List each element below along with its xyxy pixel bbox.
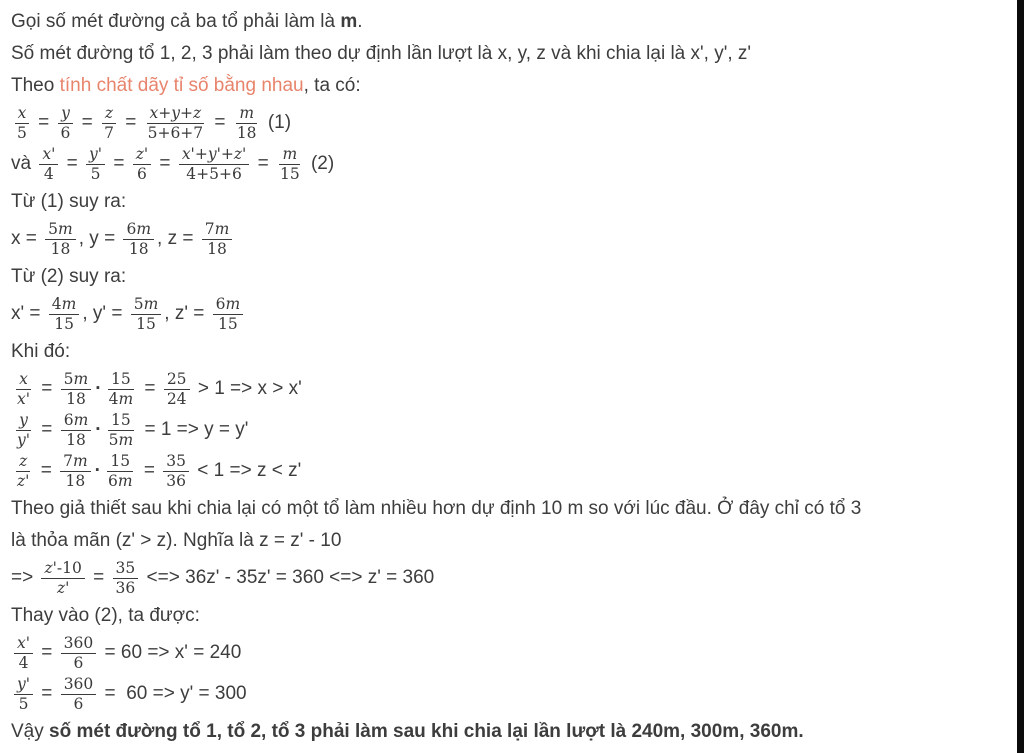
text-line (11, 7, 990, 36)
math-symbol: 5 (48, 219, 59, 238)
math-line (11, 103, 990, 143)
math-text: => (11, 567, 39, 588)
text-line (11, 601, 990, 630)
fraction-denominator (48, 240, 74, 258)
math-text: = (61, 153, 84, 174)
math-text: = (209, 112, 231, 133)
math-text: , z' = (164, 303, 210, 324)
fraction-numerator (39, 146, 58, 166)
math-symbol: 5 (17, 124, 27, 142)
multiplication-dot: · (95, 419, 102, 440)
fraction-numerator (164, 371, 190, 391)
math-symbol: 15 (218, 315, 238, 333)
fraction-denominator (145, 124, 207, 142)
fraction (41, 560, 84, 597)
fraction (113, 560, 139, 597)
math-symbol: m (225, 294, 241, 313)
math-line (11, 294, 990, 334)
math-symbol: 18 (207, 240, 227, 258)
fraction-numerator (131, 296, 162, 316)
fraction-denominator (58, 124, 74, 142)
math-symbol: m (143, 294, 159, 313)
math-symbol: m (282, 144, 298, 163)
fraction-denominator (16, 654, 32, 672)
math-text: = 60 => y' = 300 (99, 683, 247, 704)
text-segment: Từ (1) suy ra: (11, 191, 127, 212)
fraction-denominator (105, 472, 136, 490)
fraction (213, 296, 244, 333)
fraction (14, 371, 33, 408)
fraction (61, 412, 92, 449)
math-symbol: y (171, 103, 181, 122)
fraction (163, 453, 189, 490)
math-line (11, 674, 990, 714)
math-symbol: z (193, 103, 202, 122)
math-text: , y' = (82, 303, 128, 324)
math-text: x' = (11, 303, 46, 324)
math-symbol: m (117, 472, 133, 490)
math-symbol: 18 (236, 124, 257, 142)
fraction-numerator (49, 296, 80, 316)
math-symbol: 6 (63, 410, 74, 429)
fraction (123, 221, 154, 258)
math-symbol: 36 (166, 472, 186, 490)
math-symbol: 5 (18, 695, 29, 713)
math-text: <=> 36z' - 35z' = 360 <=> z' = 360 (141, 567, 435, 588)
text-segment: Số mét đường tổ 1, 2, 3 phải làm theo dự định lần lượt là x, y, z và khi chia lại là x', y', z' (11, 43, 752, 64)
fraction (277, 146, 303, 183)
fraction-denominator (54, 579, 72, 597)
fraction-numerator (108, 412, 134, 432)
math-symbol: y (61, 103, 70, 122)
math-text: = (32, 112, 55, 133)
math-text: (1) (262, 112, 292, 133)
fraction (202, 221, 233, 258)
fraction-denominator (277, 165, 303, 183)
fraction (14, 105, 30, 142)
fraction (60, 453, 91, 490)
fraction (101, 105, 117, 142)
multiplication-dot: · (95, 378, 102, 399)
fraction-denominator (101, 124, 117, 142)
fraction-denominator (71, 695, 87, 713)
math-symbol: m (118, 431, 134, 449)
math-symbol: 5 (90, 165, 101, 183)
fraction (58, 105, 74, 142)
math-text: và (11, 153, 37, 174)
right-border-bar (1017, 0, 1024, 753)
math-text: , z = (157, 228, 199, 249)
fraction-numerator (60, 453, 91, 473)
math-text: = (36, 378, 58, 399)
text-segment: . (357, 11, 363, 32)
text-line (11, 337, 990, 366)
math-symbol: 6 (73, 695, 84, 713)
math-symbol: 6 (126, 219, 137, 238)
fraction-denominator (71, 654, 87, 672)
math-symbol: z (19, 451, 28, 470)
math-symbol: 15 (111, 369, 131, 388)
fraction-denominator (204, 240, 230, 258)
math-symbol: 6 (137, 165, 147, 183)
math-symbol: y' (207, 144, 221, 163)
text-segment: Vậy (11, 721, 50, 742)
math-symbol: m (118, 390, 134, 408)
text-segment: Gọi số mét đường cả ba tổ phải làm là (11, 11, 341, 32)
fraction-numerator (16, 412, 31, 432)
math-symbol: m (58, 219, 73, 238)
math-text: = (252, 153, 274, 174)
math-symbol: 6 (108, 472, 118, 490)
math-symbol: x' (181, 144, 195, 163)
fraction (14, 412, 33, 449)
text-segment: Theo giả thiết sau khi chia lại có một tổ làm nhiều hơn dự định 10 m so với lúc đầu. Ở đây chỉ có tổ 3 (11, 498, 862, 519)
fraction-denominator (126, 240, 152, 258)
fraction-numerator (61, 676, 97, 696)
fraction-denominator (183, 165, 245, 183)
text-line (11, 71, 990, 100)
math-symbol: m (214, 219, 230, 238)
fraction-numerator (147, 105, 205, 125)
fraction-denominator (14, 431, 33, 449)
math-symbol: + (220, 144, 234, 163)
text-line (11, 494, 990, 523)
fraction (179, 146, 249, 183)
fraction-numerator (279, 146, 300, 166)
math-symbol: x' (17, 633, 31, 652)
fraction-numerator (86, 146, 105, 166)
math-symbol: z' (135, 144, 149, 163)
fraction-numerator (58, 105, 73, 125)
math-line (11, 410, 990, 450)
multiplication-dot: · (94, 460, 101, 481)
math-symbol: 36 (115, 579, 136, 597)
math-symbol: 6 (215, 294, 226, 313)
fraction-denominator (106, 390, 137, 408)
math-symbol: z' (17, 472, 30, 490)
fraction (106, 412, 137, 449)
math-symbol: 15 (111, 410, 131, 429)
math-symbol: 7 (63, 451, 73, 470)
accent-text: tính chất dãy tỉ số bằng nhau (59, 75, 304, 96)
fraction-denominator (14, 472, 32, 490)
math-text: = 1 => y = y' (139, 419, 249, 440)
math-symbol: + (180, 103, 194, 122)
text-segment: , ta có: (303, 75, 361, 96)
math-symbol: 18 (66, 431, 86, 449)
text-segment: Thay vào (2), ta được: (11, 605, 200, 626)
fraction (105, 453, 136, 490)
math-symbol: 5 (108, 431, 119, 449)
math-symbol: 15 (110, 451, 131, 470)
fraction (45, 221, 76, 258)
math-text: = (36, 642, 58, 663)
math-symbol: x (19, 369, 28, 388)
fraction-numerator (102, 105, 116, 125)
fraction-denominator (63, 431, 89, 449)
math-symbol: 4 (43, 165, 54, 183)
math-symbol: 35 (166, 451, 186, 470)
fraction-numerator (108, 371, 134, 391)
math-symbol: 35 (115, 558, 136, 577)
fraction-numerator (41, 560, 84, 580)
fraction-numerator (163, 453, 189, 473)
math-line (11, 451, 990, 491)
fraction-denominator (215, 315, 241, 333)
text-segment: là thỏa mãn (z' > z). Nghĩa là z = z' - 10 (11, 530, 342, 551)
fraction-numerator (16, 453, 30, 473)
fraction-numerator (236, 105, 257, 125)
math-symbol: 4 (51, 294, 62, 313)
text-line (11, 187, 990, 216)
math-symbol: 4 (108, 390, 119, 408)
fraction (86, 146, 105, 183)
text-segment: Khi đó: (11, 341, 71, 362)
math-text: = (154, 153, 176, 174)
math-symbol: y' (17, 674, 31, 693)
math-symbol: 18 (65, 472, 86, 490)
math-symbol: + (158, 103, 172, 122)
fraction-numerator (14, 635, 33, 655)
math-symbol: x' (17, 390, 31, 408)
fraction-denominator (51, 315, 77, 333)
math-symbol: y' (17, 431, 31, 449)
math-symbol: z (104, 103, 114, 122)
fraction-numerator (123, 221, 154, 241)
math-text: x = (11, 228, 43, 249)
fraction-numerator (133, 146, 151, 166)
fraction-numerator (16, 371, 31, 391)
fraction-denominator (106, 431, 137, 449)
fraction-denominator (16, 695, 32, 713)
math-text: = (138, 460, 161, 481)
math-text: = (87, 567, 110, 588)
math-text: = (76, 112, 99, 133)
math-symbol: 6 (73, 654, 84, 672)
fraction-denominator (14, 390, 33, 408)
math-line (11, 633, 990, 673)
math-symbol: z' (233, 144, 247, 163)
math-text: > 1 => x > x' (192, 378, 302, 399)
fraction (49, 296, 80, 333)
fraction-numerator (61, 412, 92, 432)
fraction-denominator (88, 165, 104, 183)
fraction-denominator (234, 124, 260, 142)
fraction-numerator (61, 371, 92, 391)
text-line (11, 39, 990, 68)
fraction-denominator (164, 390, 190, 408)
math-text: , y = (78, 228, 121, 249)
math-symbol: -10 (56, 558, 82, 577)
solution-content (11, 4, 990, 749)
math-symbol: 5 (63, 369, 74, 388)
fraction-numerator (202, 221, 233, 241)
math-symbol: x (17, 103, 27, 122)
math-symbol: x (149, 103, 159, 122)
text-segment: Theo (11, 75, 60, 96)
math-symbol: z' (44, 558, 57, 577)
fraction (145, 105, 207, 142)
math-symbol: 5 (133, 294, 144, 313)
math-symbol: 4 (18, 654, 29, 672)
fraction-numerator (45, 221, 76, 241)
fraction (234, 105, 260, 142)
math-line (11, 219, 990, 259)
math-symbol: m (61, 294, 77, 313)
math-line (11, 369, 990, 409)
math-symbol: x' (42, 144, 56, 163)
math-line (11, 558, 990, 598)
fraction (39, 146, 58, 183)
math-symbol: 360 (63, 674, 94, 693)
fraction (131, 296, 162, 333)
fraction-denominator (134, 165, 150, 183)
fraction (14, 635, 33, 672)
math-symbol: 7 (104, 124, 114, 142)
fraction-numerator (14, 676, 33, 696)
math-symbol: m (239, 103, 255, 122)
fraction (133, 146, 151, 183)
math-text: = (36, 683, 58, 704)
math-symbol: 24 (166, 390, 187, 408)
fraction-denominator (41, 165, 57, 183)
fraction-denominator (163, 472, 189, 490)
text-segment: Từ (2) suy ra: (11, 266, 127, 287)
fraction-numerator (107, 453, 133, 473)
fraction (14, 676, 33, 713)
fraction-denominator (133, 315, 159, 333)
fraction-numerator (61, 635, 97, 655)
math-symbol: 7 (204, 219, 215, 238)
text-line (11, 717, 990, 746)
math-symbol: 18 (66, 390, 86, 408)
math-symbol: m (72, 451, 88, 470)
fraction (14, 453, 32, 490)
math-symbol: 4+5+6 (186, 165, 242, 183)
fraction (106, 371, 137, 408)
math-text: = (108, 153, 130, 174)
text-line (11, 262, 990, 291)
fraction-numerator (15, 105, 30, 125)
math-symbol: 25 (166, 369, 187, 388)
math-text: = (139, 378, 161, 399)
fraction-numerator (113, 560, 139, 580)
text-segment: m (340, 11, 358, 32)
fraction (61, 676, 97, 713)
math-symbol: 15 (136, 315, 156, 333)
math-symbol: m (73, 369, 89, 388)
math-text: = 60 => x' = 240 (99, 642, 242, 663)
math-symbol: m (73, 410, 89, 429)
math-symbol: z' (56, 579, 70, 597)
fraction (61, 635, 97, 672)
math-symbol: 18 (50, 240, 71, 258)
math-text: = (36, 419, 58, 440)
fraction-numerator (213, 296, 244, 316)
math-symbol: 18 (128, 240, 149, 258)
math-symbol: 5+6+7 (147, 124, 204, 142)
fraction-denominator (63, 472, 89, 490)
math-symbol: y' (89, 144, 103, 163)
math-symbol: 6 (60, 124, 71, 142)
math-text: = (119, 112, 142, 133)
math-symbol: 15 (279, 165, 300, 183)
math-symbol: 15 (54, 315, 74, 333)
text-line (11, 526, 990, 555)
fraction-numerator (179, 146, 249, 166)
text-segment: số mét đường tổ 1, tổ 2, tổ 3 phải làm sau khi chia lại lần lượt là 240m, 300m, 360m. (49, 721, 804, 742)
fraction (164, 371, 190, 408)
math-text: = (35, 460, 58, 481)
math-symbol: + (194, 144, 208, 163)
math-symbol: 360 (63, 633, 94, 652)
fraction-denominator (113, 579, 139, 597)
math-symbol: m (136, 219, 152, 238)
fraction (61, 371, 92, 408)
math-line (11, 144, 990, 184)
fraction-denominator (14, 124, 30, 142)
math-text: (2) (305, 153, 335, 174)
math-text: < 1 => z < z' (191, 460, 302, 481)
fraction-denominator (63, 390, 89, 408)
math-symbol: y (19, 410, 28, 429)
